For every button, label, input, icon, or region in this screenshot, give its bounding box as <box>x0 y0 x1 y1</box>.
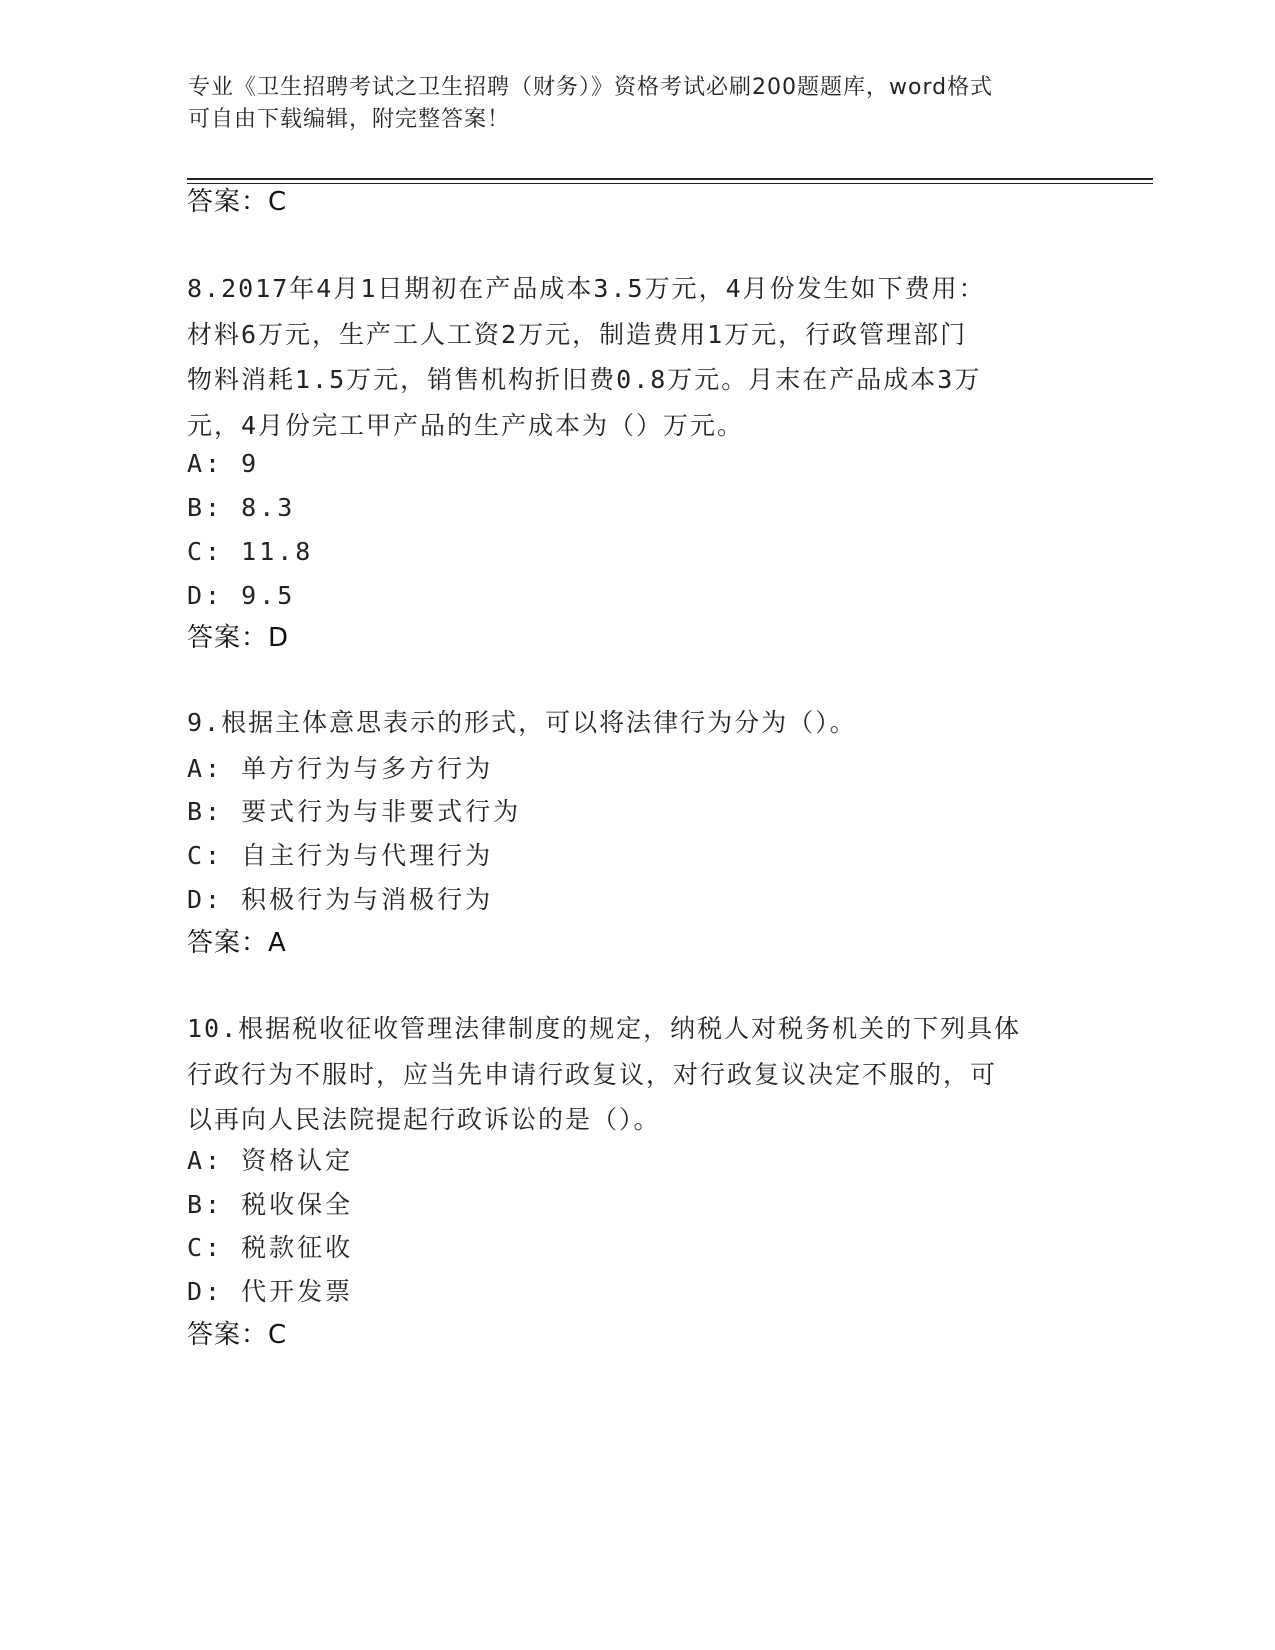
question-line: 元，4月份完工甲产品的生产成本为（）万元。 <box>187 410 745 440</box>
question-line: 10.根据税收征收管理法律制度的规定，纳税人对税务机关的下列具体 <box>187 1014 1022 1043</box>
question-10-option-c: C: 税款征收 <box>187 1233 354 1262</box>
header-divider-thin <box>187 183 1153 184</box>
question-9-answer: 答案：A <box>187 928 287 958</box>
question-10-answer: 答案：C <box>187 1320 288 1350</box>
question-8-option-a: A: 9 <box>187 449 260 478</box>
question-10-option-a: A: 资格认定 <box>187 1146 354 1175</box>
question-8-answer: 答案：D <box>187 623 290 653</box>
header-line-2: 可自由下载编辑，附完整答案！ <box>188 107 511 132</box>
question-line: 物料消耗1.5万元，销售机构折旧费0.8万元。月末在产品成本3万 <box>187 365 982 394</box>
question-9-option-d: D: 积极行为与消极行为 <box>187 885 494 914</box>
question-10-option-b: B: 税收保全 <box>187 1190 354 1219</box>
question-8-option-c: C: 11.8 <box>187 537 314 566</box>
question-8-option-b: B: 8.3 <box>187 493 296 522</box>
question-line: 以再向人民法院提起行政诉讼的是（）。 <box>187 1105 661 1134</box>
question-line: 行政行为不服时，应当先申请行政复议，对行政复议决定不服的，可 <box>187 1059 998 1089</box>
question-line: 材料6万元，生产工人工资2万元，制造费用1万元，行政管理部门 <box>187 319 968 349</box>
answer-label: 答案：C <box>187 187 288 217</box>
question-line: 9.根据主体意思表示的形式，可以将法律行为分为（）。 <box>187 708 857 737</box>
question-10-option-d: D: 代开发票 <box>187 1277 354 1306</box>
page-header <box>188 72 1088 136</box>
header-line-1: 专业《卫生招聘考试之卫生招聘（财务）》资格考试必刷200题题库，word格式 <box>188 75 994 100</box>
question-line: 8.2017年4月1日期初在产品成本3.5万元，4月份发生如下费用： <box>187 274 986 303</box>
header-divider <box>187 178 1153 180</box>
question-9-option-a: A: 单方行为与多方行为 <box>187 754 494 783</box>
question-8-option-d: D: 9.5 <box>187 581 296 610</box>
question-9-option-b: B: 要式行为与非要式行为 <box>187 797 522 826</box>
question-10-text <box>187 1006 1087 1143</box>
question-9-text <box>187 700 1087 746</box>
question-9-option-c: C: 自主行为与代理行为 <box>187 841 494 870</box>
question-8-text <box>187 266 1087 448</box>
